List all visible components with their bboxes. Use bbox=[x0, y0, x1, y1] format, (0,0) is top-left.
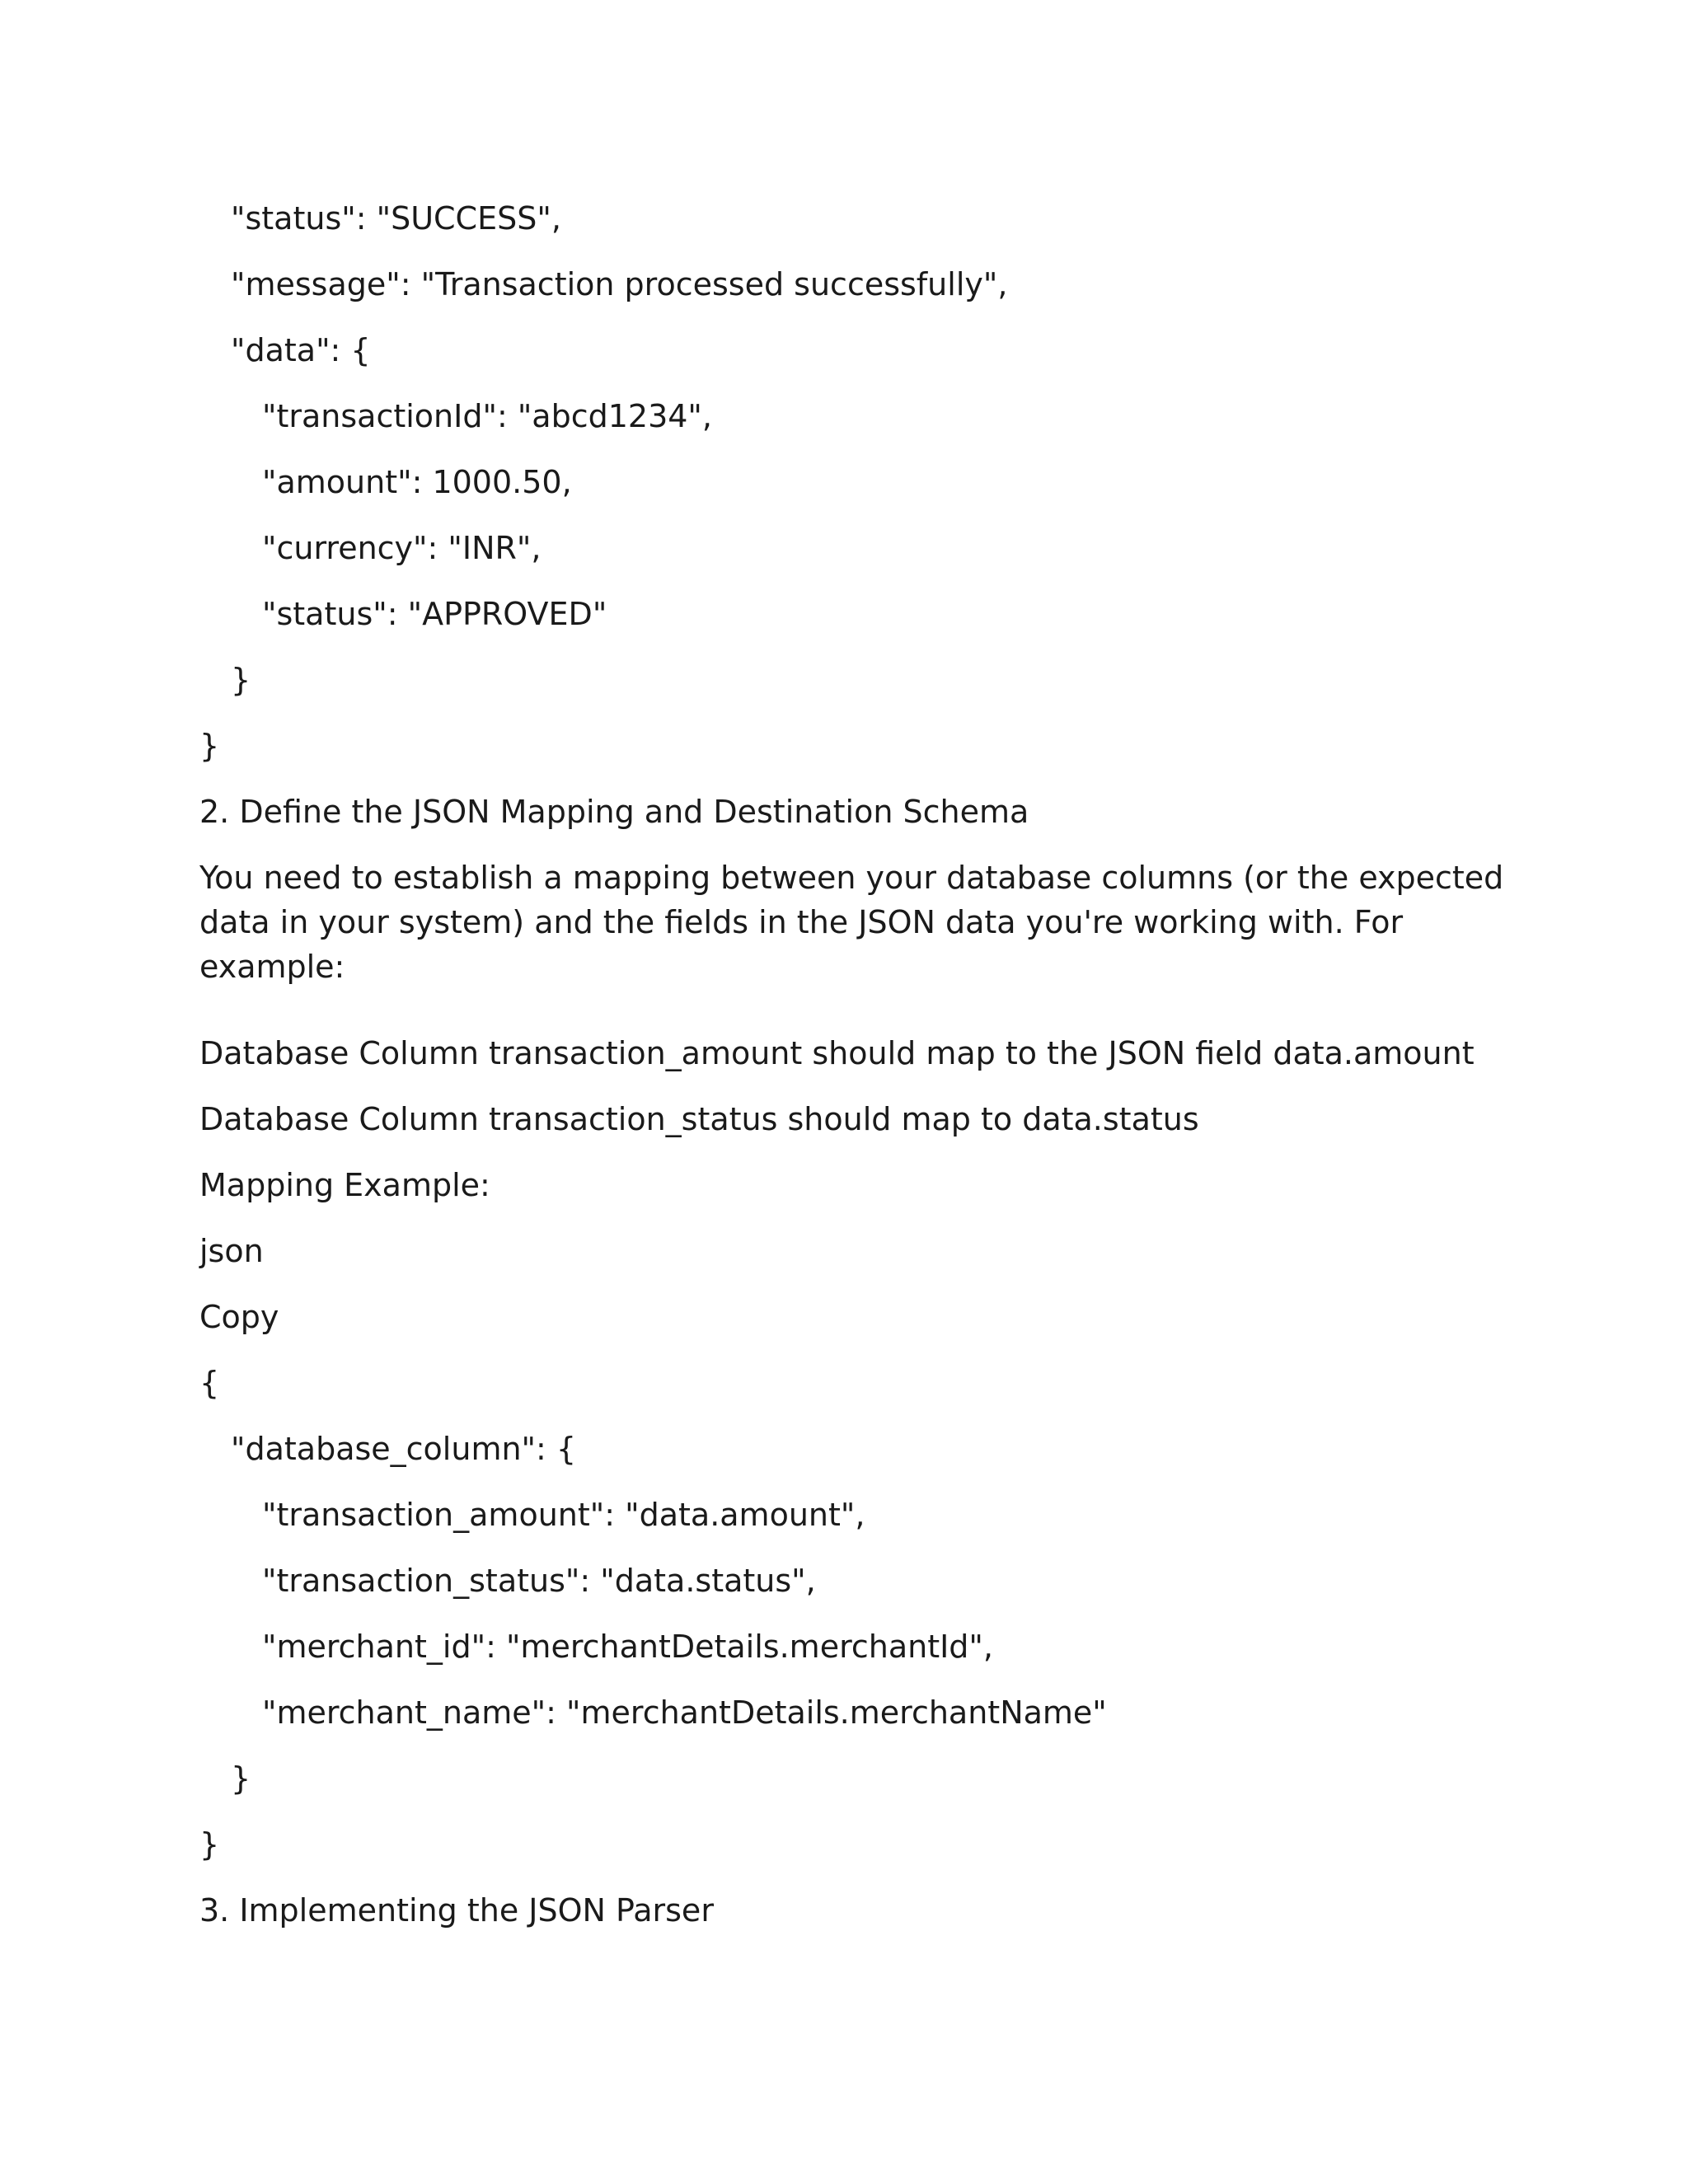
code-line-status: "status": "SUCCESS", bbox=[231, 200, 561, 237]
code-line-outer-close: } bbox=[199, 728, 220, 764]
code-line-open: { bbox=[199, 1365, 220, 1401]
mapping-line-amount: Database Column transaction_amount should map to the JSON field data.amount bbox=[199, 1035, 1475, 1071]
code-line-merchant-id: "merchant_id": "merchantDetails.merchantId", bbox=[262, 1629, 993, 1665]
copy-label: Copy bbox=[199, 1299, 279, 1335]
code-line-amount: "amount": 1000.50, bbox=[262, 464, 572, 500]
code-line-transaction-status: "transaction_status": "data.status", bbox=[262, 1563, 816, 1599]
code-language-label: json bbox=[199, 1233, 264, 1269]
section-heading-parser: 3. Implementing the JSON Parser bbox=[199, 1892, 714, 1929]
code-line-message: "message": "Transaction processed successfully", bbox=[231, 266, 1008, 302]
code-line-transaction-amount: "transaction_amount": "data.amount", bbox=[262, 1497, 865, 1533]
section-paragraph-mapping: You need to establish a mapping between your database columns (or the expected data in your system) and the fields in the JSON data you're working with. For example: bbox=[199, 860, 1504, 985]
code-line-merchant-name: "merchant_name": "merchantDetails.merchantName" bbox=[262, 1694, 1107, 1731]
code-line-db-outer-close: } bbox=[199, 1826, 220, 1863]
section-heading-mapping: 2. Define the JSON Mapping and Destination Schema bbox=[199, 794, 1029, 830]
code-line-db-inner-close: } bbox=[231, 1760, 251, 1797]
code-line-transaction-id: "transactionId": "abcd1234", bbox=[262, 398, 712, 434]
code-line-inner-close: } bbox=[231, 662, 251, 698]
code-line-data-open: "data": { bbox=[231, 332, 371, 368]
mapping-example-label: Mapping Example: bbox=[199, 1167, 490, 1203]
code-line-inner-status: "status": "APPROVED" bbox=[262, 596, 607, 632]
mapping-line-status: Database Column transaction_status should map to data.status bbox=[199, 1101, 1199, 1137]
code-line-currency: "currency": "INR", bbox=[262, 530, 542, 566]
code-line-database-column-open: "database_column": { bbox=[231, 1431, 577, 1467]
